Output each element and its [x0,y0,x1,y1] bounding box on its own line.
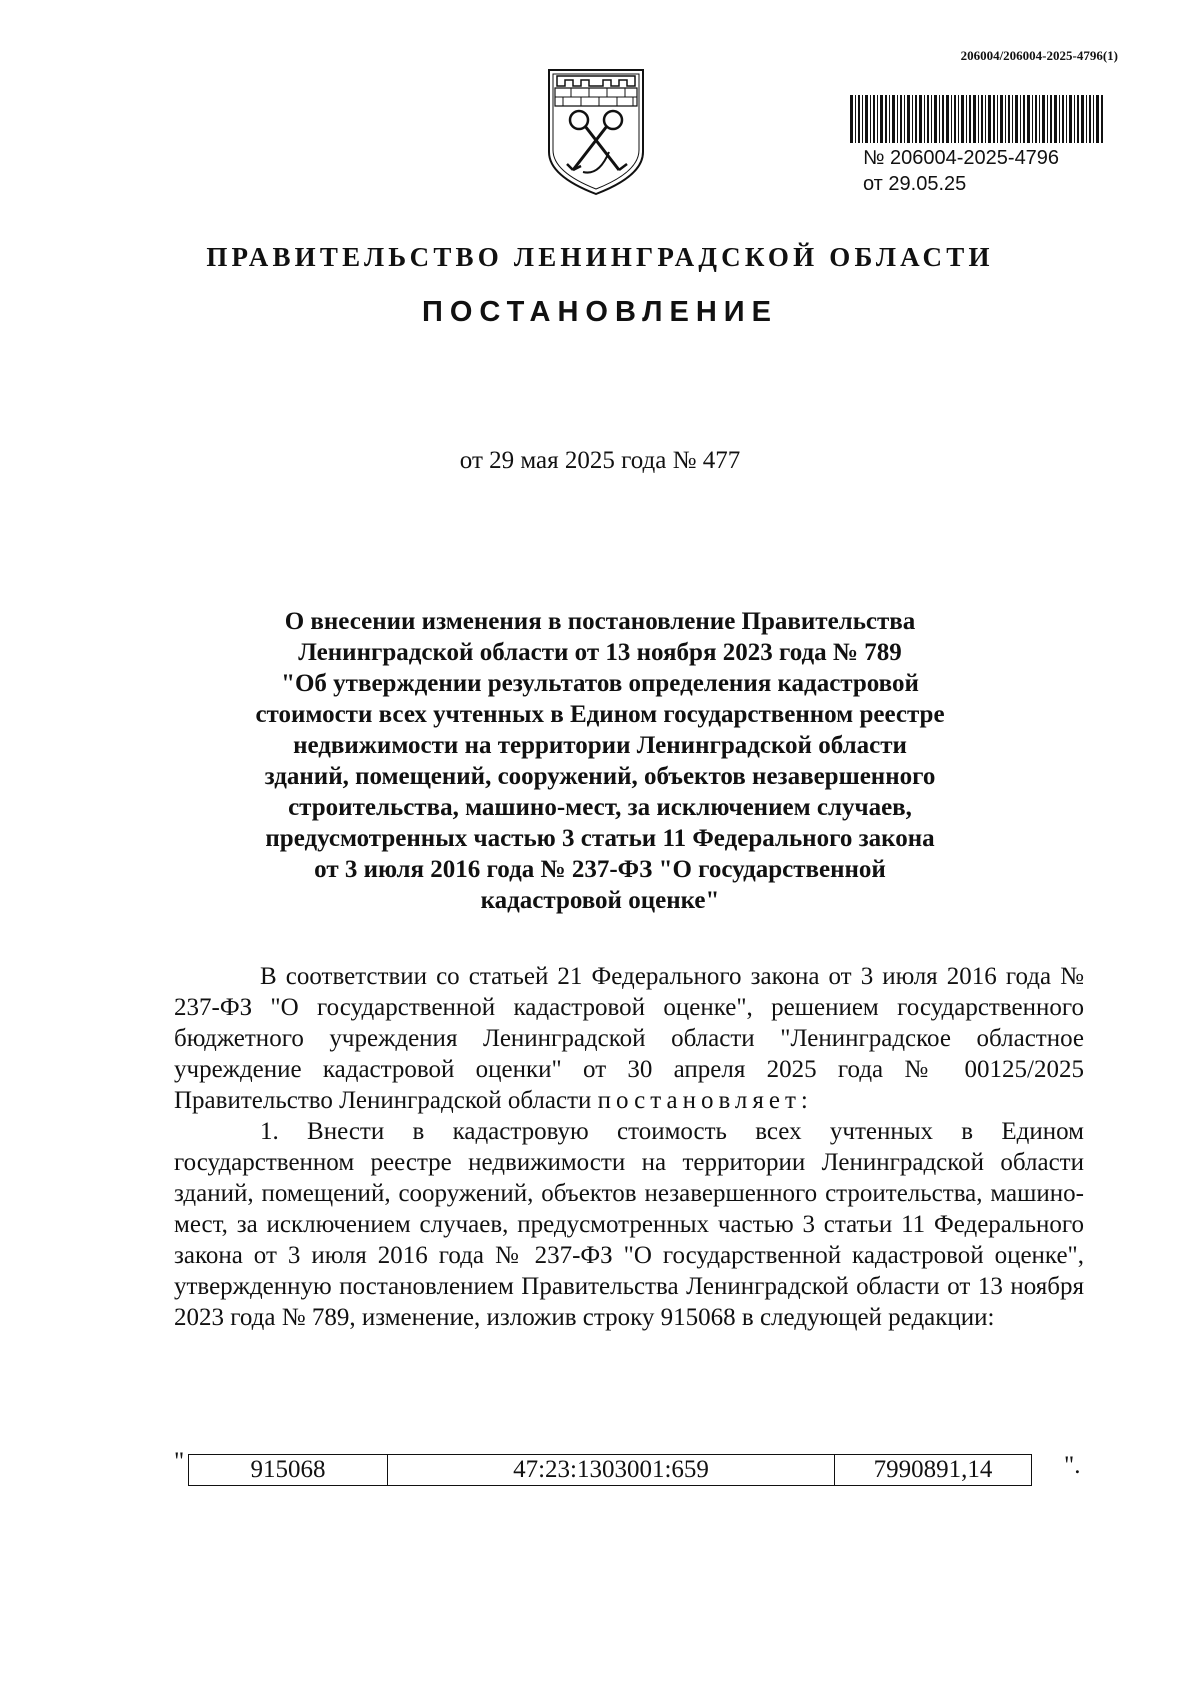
subject-line: Ленинградской области от 13 ноября 2023 года № 789 [298,639,902,666]
subject-line: стоимости всех учтенных в Едином государственном реестре [255,701,945,728]
cadastral-value-cell: 7990891,14 [835,1455,1032,1486]
close-quote: ". [1064,1452,1081,1479]
registration-date: от 29.05.25 [863,173,967,195]
government-title: ПРАВИТЕЛЬСТВО ЛЕНИНГРАДСКОЙ ОБЛАСТИ [206,242,994,272]
cadastral-number-cell: 47:23:1303001:659 [388,1455,835,1486]
preamble-text: В соответствии со статьей 21 Федерального закона от 3 июля 2016 года № 237-ФЗ "О государственной кадастровой оценке", решением государственного бюджетного учреждения Ленинградской области "Ленинградское областное учреждение кадастровой оценки" от 30 апреля 2025 года № 00125/2025 Правительство Ленинградской области [174,963,1084,1114]
item-1-paragraph: 1. Внести в кадастровую стоимость всех учтенных в Едином государственном реестре недвижимости на территории Ленинградской области зданий, помещений, сооружений, объектов незавершенного строительства, машино-мест, за исключением случаев, предусмотренных частью 3 статьи 11 Федерального закона от 3 июля 2016 года № 237-ФЗ "О государственной кадастровой оценке", утвержденную постановлением Правительства Ленинградской области от 13 ноября 2023 года № 789, изменение, изложив строку 915068 в следующей редакции: [174,1118,1084,1331]
decree-word: постановляет: [597,1087,813,1114]
subject-line: недвижимости на территории Ленинградской области [293,732,907,759]
amendment-table [188,1454,1032,1486]
subject-line: от 3 июля 2016 года № 237-ФЗ "О государственной [314,856,886,883]
subject-line: О внесении изменения в постановление Правительства [284,608,916,635]
barcode-icon [848,95,1103,143]
registration-number: № 206004-2025-4796 [863,147,1060,169]
subject-line: строительства, машино-мест, за исключением случаев, [288,794,912,821]
document-body [174,961,1084,1333]
preamble-paragraph [174,961,1084,1116]
document-date-number: от 29 мая 2025 года № 477 [459,447,741,474]
subject-line: зданий, помещений, сооружений, объектов незавершенного [264,763,936,790]
document-type: ПОСТАНОВЛЕНИЕ [422,296,778,328]
document-subject [160,606,1040,916]
open-quote: " [174,1448,185,1475]
amendment-row [174,1450,1094,1490]
leningrad-oblast-coat-of-arms-icon [543,66,649,198]
subject-line: предусмотренных частью 3 статьи 11 Федерального закона [265,825,935,852]
table-row [189,1455,1032,1486]
subject-line: "Об утверждении результатов определения кадастровой [281,670,919,697]
row-number-cell: 915068 [189,1455,388,1486]
document-id: 206004/206004-2025-4796(1) [960,48,1118,63]
subject-line: кадастровой оценке" [480,887,720,914]
